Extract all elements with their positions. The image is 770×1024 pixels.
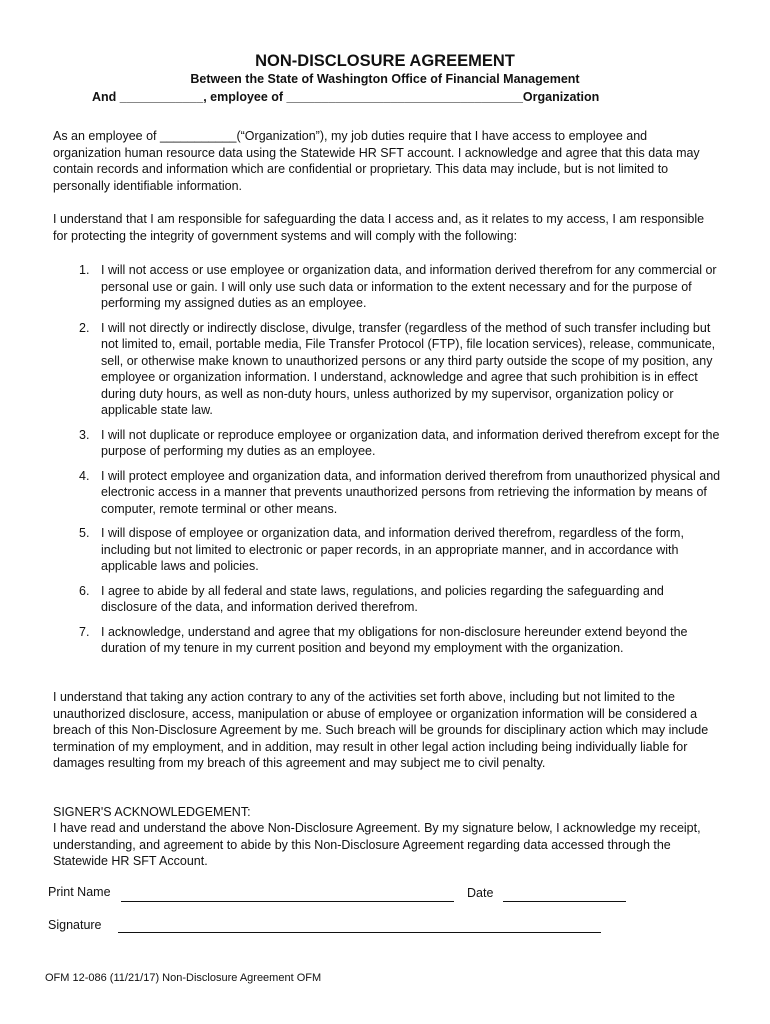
- intro-paragraph: As an employee of ___________(“Organization”), my job duties require that I have access to employee and organization human resource data using the Statewide HR SFT account. I acknowledge and agree that this data may contain records and information which are confidential or proprietary. This data may include, but is not limited to personally identifiable information.: [53, 129, 700, 193]
- responsibility-paragraph: I understand that I am responsible for safeguarding the data I access and, as it relates to my access, I am responsible for protecting the integrity of government systems and will comply with the following:: [53, 212, 705, 243]
- obligations-list: [53, 262, 721, 665]
- date-label: Date: [467, 886, 494, 900]
- print-name-label: Print Name: [48, 885, 111, 899]
- item-number: 6.: [79, 583, 90, 598]
- acknowledgement-heading: SIGNER'S ACKNOWLEDGEMENT:: [53, 805, 251, 819]
- document-title: NON-DISCLOSURE AGREEMENT: [255, 52, 515, 70]
- acknowledgement-text: I have read and understand the above Non-Disclosure Agreement. By my signature below, I acknowledge my receipt, understanding, and agreement to abide by this Non-Disclosure Agreement regarding data accessed through the Statewide HR SFT Account.: [53, 821, 701, 868]
- item-text: I will dispose of employee or organization data, and information derived therefrom, regardless of the form, including but not limited to electronic or paper records, in an appropriate manner, and in accordance with applicable laws and policies.: [101, 526, 684, 573]
- list-item: [53, 468, 721, 518]
- item-text: I will not access or use employee or organization data, and information derived therefrom for any commercial or personal use or gain. I will only use such data or information to the extent necessary and for the purpose of performing my assigned duties as an employee.: [101, 263, 717, 310]
- breach-paragraph: I understand that taking any action contrary to any of the activities set forth above, including but not limited to the unauthorized disclosure, access, manipulation or abuse of employee or organization information will be considered a breach of this Non-Disclosure Agreement by me. Such breach will be grounds for disciplinary action which may include termination of my employment, and in addition, may result in other legal action including being individually liable for damages resulting from my breach of this agreement and may subject me to civil penalty.: [53, 690, 709, 770]
- signature-field[interactable]: [118, 932, 601, 933]
- list-item: [53, 624, 721, 657]
- item-text: I acknowledge, understand and agree that my obligations for non-disclosure hereunder extend beyond the duration of my tenure in my current position and beyond my employment with the organization.: [101, 624, 688, 655]
- item-number: 7.: [79, 624, 90, 639]
- list-item: [53, 262, 721, 312]
- list-item: [53, 525, 721, 575]
- signature-label: Signature: [48, 918, 102, 932]
- item-number: 1.: [79, 263, 90, 277]
- item-number: 2.: [79, 320, 90, 335]
- parties-line: And ____________, employee of __________________________________Organization: [92, 90, 600, 104]
- item-number: 3.: [79, 427, 90, 442]
- form-footer: OFM 12-086 (11/21/17) Non-Disclosure Agreement OFM: [45, 972, 322, 984]
- item-text: I agree to abide by all federal and state laws, regulations, and policies regarding the safeguarding and disclosure of the data, and information derived therefrom.: [101, 583, 664, 614]
- item-text: I will not duplicate or reproduce employee or organization data, and information derived therefrom except for the purpose of performing my duties as an employee.: [101, 427, 720, 458]
- list-item: [53, 583, 721, 616]
- list-item: [53, 427, 721, 460]
- item-number: 5.: [79, 526, 90, 540]
- list-item: [53, 320, 721, 419]
- date-field[interactable]: [503, 901, 626, 902]
- item-text: I will protect employee and organization data, and information derived therefrom from unauthorized physical and electronic access in a manner that prevents unauthorized persons from retrieving the information by means of computer, remote terminal or other means.: [101, 468, 721, 516]
- document-subtitle: Between the State of Washington Office of Financial Management: [190, 72, 580, 86]
- item-text: I will not directly or indirectly disclose, divulge, transfer (regardless of the method of such transfer including but not limited to, email, portable media, File Transfer Protocol (FTP), file location services), release, communicate, sell, or otherwise make known to unauthorized persons or any third party outside the scope of my position, any employee or organization information. I understand, acknowledge and agree that such prohibition is in effect during duty hours, as well as non-duty hours, unless authorized by my supervisor, organization policy or applicable state law.: [101, 320, 716, 417]
- print-name-field[interactable]: [121, 901, 454, 902]
- item-number: 4.: [79, 468, 90, 483]
